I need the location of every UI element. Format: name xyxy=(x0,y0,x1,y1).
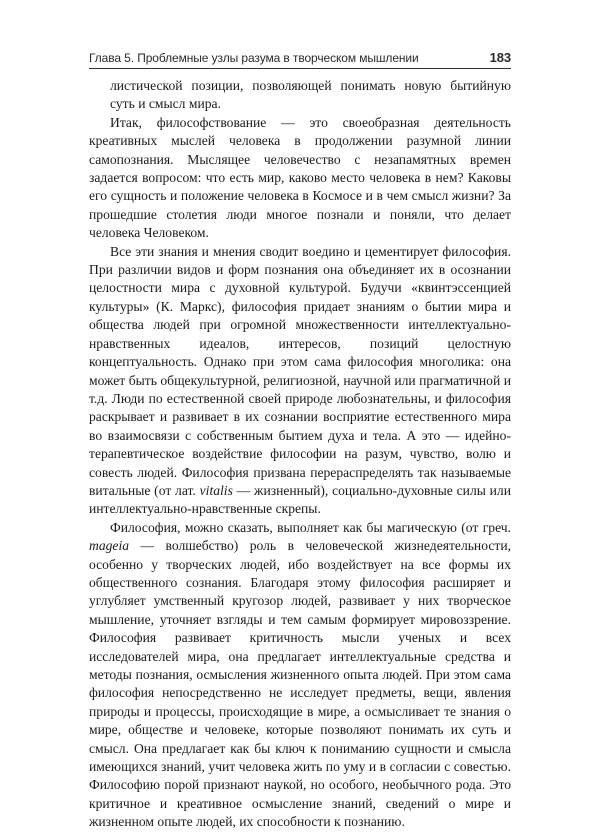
paragraph-2-text-a: Все эти знания и мнения сводит воедино и цементирует философия. При различии видов и форм познания она объединяет их в осознании целостности мира с духовной культурой. Будучи «квинтэссенцией культуры» (К. Маркс), философия придает знаниям о бытии мира и общества людей при огромной множественности интеллектуально-нравственных идеалов, интересов, позиций целостную концептуальность. Однако при этом сама философия многолика: она может быть общекультурной, религиозной, научной или прагматичной и т.д. Люди по естественной своей природе любознательны, и философия раскрывает и развивает в их сознании восприятие естественного мира во взаимосвязи с собственным бытием духа и тела. А это — идейно-терапевтическое воздействие философии на разум, чувство, волю и совесть людей. Философия призвана перераспределять так называемые витальные (от лат. xyxy=(89,243,511,498)
header-rule xyxy=(89,68,511,69)
paragraph-2-text-b: — жизненный), социально-духовные силы или интеллектуально-нравственные скрепы. xyxy=(89,482,511,517)
latin-term-vitalis: vitalis xyxy=(199,482,233,498)
paragraph-3-text-a: Философия, можно сказать, выполняет как бы магическую (от греч. xyxy=(110,519,511,535)
chapter-title: Глава 5. Проблемные узлы разума в творческом мышлении xyxy=(89,51,419,65)
paragraph-3-text-b: — волшебство) роль в человеческой жизнедеятельности, особенно у творческих людей, ибо воздействует на все формы их общественного сознания. Благодаря этому философия расширяет и углубляет умственный кругозор людей, развивает у них творческое мышление, уточняет взгляды и тем самым формирует мировоззрение. Философия развивает критичность мысли ученых и всех исследователей мира, она предлагает интеллектуальные средства и методы познания, осмысления жизненного опыта людей. При этом сама философия непосредственно не исследует предметы, вещи, явления природы и процессы, происходящие в мире, а осмысливает те знания о мире, обществе и человеке, которые позволяют понимать их суть и смысл. Она предлагает как бы ключ к пониманию сущности и смысла имеющихся знаний, учит человека жить по уму и в согласии с совестью. Философию порой признают наукой, но особого, необычного рода. Это критичное и креативное осмысление знаний, сведений о мире и жизненном опыте людей, их способности к познанию. xyxy=(89,538,511,830)
paragraph-1: Итак, философствование — это своеобразная деятельность креативных мыслей человека в продолжении разумной линии самопознания. Мыслящее человечество с незапамятных времен задается вопросом: что есть мир, каково место человека в нем? Каковы его сущность и положение человека в Космосе и в чем смысл жизни? За прошедшие столетия люди многое познали и поняли, что делает человека Человеком. xyxy=(89,114,511,241)
page-body xyxy=(89,77,511,832)
page-number: 183 xyxy=(489,50,511,65)
greek-term-mageia: mageia xyxy=(89,538,130,554)
paragraph-2 xyxy=(89,243,511,519)
quote-continuation: листической позиции, позволяющей понимать новую бытийную суть и смысл мира. xyxy=(110,78,511,112)
paragraph-3 xyxy=(89,519,511,832)
running-header xyxy=(89,50,511,67)
book-page xyxy=(89,50,511,832)
